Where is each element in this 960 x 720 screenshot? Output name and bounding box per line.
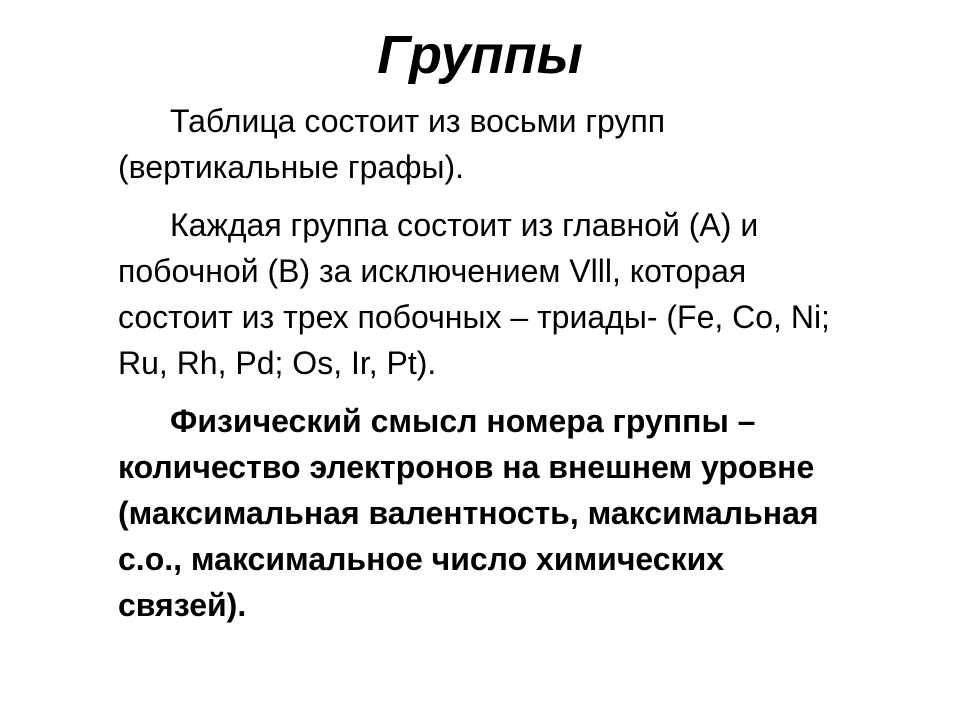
paragraph-groups-count: Таблица состоит из восьми групп (вертикальные графы).	[118, 103, 666, 185]
paragraph-subgroups: Каждая группа состоит из главной (А) и побочной (В) за исключением Vlll, которая состоит из трех побочных – триады- (Fe, Co, Ni; Ru, Rh, Pd; Os, Ir, Pt).	[118, 207, 830, 381]
slide-title: Группы	[377, 25, 583, 85]
paragraph-physical-meaning: Физический смысл номера группы – количество электронов на внешнем уровне (максимальная валентность, максимальная с.о., максимальное число химических связей).	[118, 403, 819, 623]
slide-body	[118, 98, 838, 640]
